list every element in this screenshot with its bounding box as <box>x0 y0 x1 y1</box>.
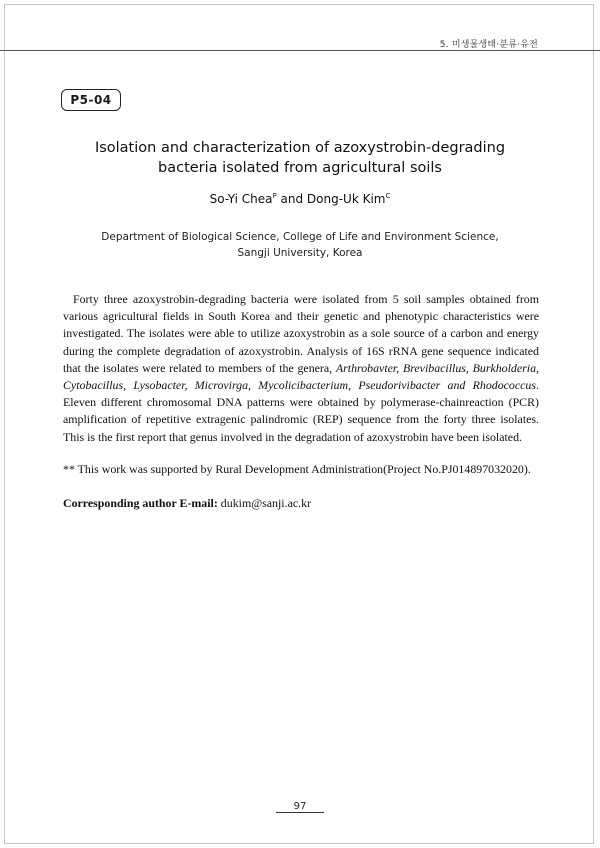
affiliation-line-1: Department of Biological Science, College of Life and Environment Science, <box>101 231 499 243</box>
authors <box>60 192 540 206</box>
author-connector: and <box>276 192 307 206</box>
title-line-1: Isolation and characterization of azoxystrobin-degrading <box>94 140 506 156</box>
title-line-2: bacteria isolated from agricultural soils <box>158 160 442 176</box>
funding-note: ** This work was supported by Rural Development Administration(Project No.PJ014897032020). <box>63 462 531 476</box>
corresponding-author <box>63 496 539 511</box>
abstract-text-2: . Eleven different chromosomal DNA patterns were obtained by polymerase-chainreaction (PCR) amplification of repetitive extragenic palindromic (REP) sequence from the forty three isolates. This is the first report that genus involved in the degradation of azoxystrobin have been isolated. <box>63 378 539 444</box>
page-number: 97 <box>293 801 307 812</box>
corresponding-label: Corresponding author E-mail: <box>63 496 218 510</box>
author-2-marker: C <box>385 192 391 200</box>
poster-code-badge: P5-04 <box>61 89 121 111</box>
header-rule <box>0 50 600 51</box>
author-1: So-Yi Chea <box>209 192 273 206</box>
author-2: Dong-Uk Kim <box>306 192 386 206</box>
abstract-text-1: Forty three azoxystrobin-degrading bacteria were isolated from 5 soil samples obtained from various agricultural fields in South Korea and their genetic and phenotypic characteristics were investigated. The isolates were able to utilize azoxystrobin as a sole source of a carbon and energy during the complete degradation of azoxystrobin. Analysis of 16S rRNA gene sequence indicated that the isolates were related to members of the genera, <box>63 292 539 375</box>
author-1-marker: P <box>272 192 277 200</box>
abstract-genera: Arthrobavter, Brevibacillus, Burkholderia, Cytobacillus, Lysobacter, Microvirga, Mycolicibacterium, Pseudorivibacter and Rhodococcus <box>63 360 540 393</box>
abstract <box>63 291 539 446</box>
paper-title <box>60 138 540 178</box>
page-number-rule <box>276 812 324 813</box>
affiliation-line-2: Sangji University, Korea <box>237 247 363 259</box>
section-header: 5. 미생물생태·분류·유전 <box>439 40 538 50</box>
corresponding-email: dukim@sanji.ac.kr <box>217 496 312 510</box>
affiliation <box>80 229 520 261</box>
